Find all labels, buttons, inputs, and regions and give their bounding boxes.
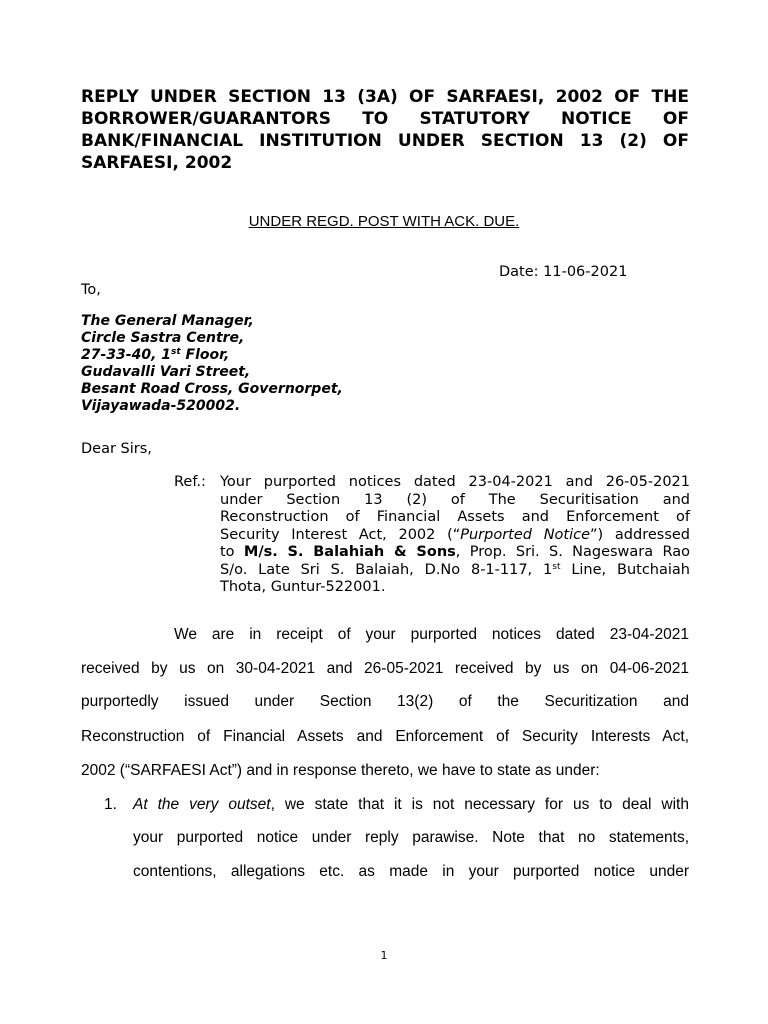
ref-line: Thota, Guntur-522001. [220,579,386,595]
reference-text [220,474,690,597]
body-line: Reconstruction of Financial Assets and Enforcement of Security Interests Act, [81,728,689,745]
address-line: Circle Sastra Centre, [81,330,245,346]
item-line: At the very outset, we state that it is not necessary for us to deal with [133,796,689,813]
address-line: Besant Road Cross, Governorpet, [81,381,343,397]
document-title [81,86,689,174]
page-number: 1 [380,949,388,962]
title-line: REPLY UNDER SECTION 13 (3A) OF SARFAESI, 2002 OF THE [81,87,689,107]
ref-line: Security Interest Act, 2002 (“Purported Notice”) addressed [220,526,690,543]
salutation: Dear Sirs, [81,441,152,457]
address-line: The General Manager, [81,313,254,329]
ref-line: Your purported notices dated 23-04-2021 and 26-05-2021 [220,474,690,490]
address-line: Gudavalli Vari Street, [81,364,251,380]
ref-label: Ref.: [174,474,206,490]
title-line: BANK/FINANCIAL INSTITUTION UNDER SECTION 13 (2) OF [81,131,689,151]
item-line: your purported notice under reply parawise. Note that no statements, [133,829,689,846]
item-line: contentions, allegations etc. as made in your purported notice under [133,863,689,880]
body-line: 2002 (“SARFAESI Act”) and in response thereto, we have to state as under: [81,762,600,779]
date: Date: 11-06-2021 [499,264,628,280]
ref-line: to M/s. S. Balahiah & Sons, Prop. Sri. S. Nageswara Rao [220,544,690,560]
ref-line: under Section 13 (2) of The Securitisation and [220,491,690,508]
ref-line: Reconstruction of Financial Assets and Enforcement of [220,509,690,525]
address-line: 27-33-40, 1st Floor, [81,347,230,363]
ref-line: S/o. Late Sri S. Balaiah, D.No 8-1-117, 1st Line, Butchaiah [220,561,690,578]
post-mode: UNDER REGD. POST WITH ACK. DUE. [248,213,520,230]
address-line: Vijayawada-520002. [81,398,241,414]
body-line: purportedly issued under Section 13(2) of the Securitization and [81,693,689,710]
body-line: received by us on 30-04-2021 and 26-05-2021 received by us on 04-06-2021 [81,660,689,677]
body-line: We are in receipt of your purported notices dated 23-04-2021 [174,626,689,643]
recipient-address [81,313,343,415]
title-line: BORROWER/GUARANTORS TO STATUTORY NOTICE OF [81,109,689,129]
title-line: SARFAESI, 2002 [81,153,233,173]
item-number: 1. [104,796,117,813]
to-label: To, [81,282,101,298]
